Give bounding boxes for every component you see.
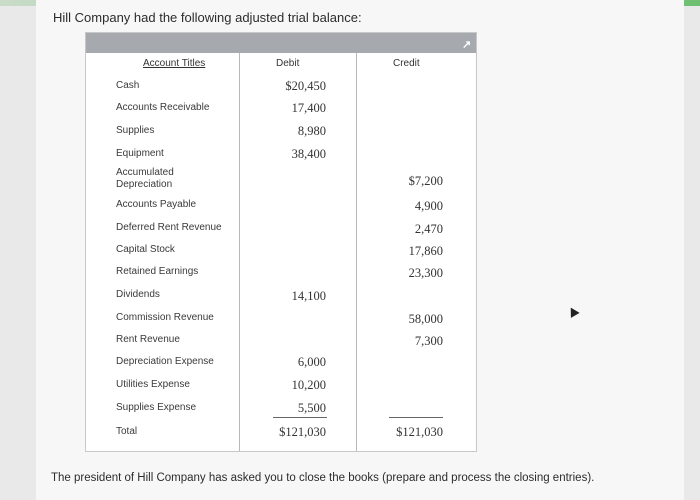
expand-icon[interactable]: ↗ [462, 39, 472, 51]
credit-commission-revenue: 58,000 [408, 312, 443, 326]
account-titles-header: Account Titles [143, 58, 206, 69]
row-label-deferred-rent-revenue: Deferred Rent Revenue [116, 222, 222, 233]
credit-capital-stock: 17,860 [408, 244, 443, 258]
row-label-depreciation-expense: Depreciation Expense [116, 356, 214, 367]
row-label-retained-earnings: Retained Earnings [116, 266, 199, 277]
row-label-total: Total [116, 426, 138, 437]
row-label-rent-revenue: Rent Revenue [116, 334, 180, 345]
debit-cash: $20,450 [285, 79, 326, 93]
row-label-commission-revenue: Commission Revenue [116, 312, 214, 323]
credit-retained-earnings: 23,300 [408, 266, 443, 280]
credit-total-rule [389, 417, 443, 418]
debit-equipment: 38,400 [291, 147, 326, 161]
row-label-dividends: Dividends [116, 289, 160, 300]
intro-text: Hill Company had the following adjusted trial balance: [53, 10, 362, 25]
debit-total-rule [273, 417, 327, 418]
debit-depreciation-expense: 6,000 [297, 355, 326, 369]
credit-accounts-payable: 4,900 [414, 199, 443, 213]
credit-deferred-rent-revenue: 2,470 [414, 222, 443, 236]
debit-dividends: 14,100 [291, 289, 326, 303]
debit-total: $121,030 [279, 425, 326, 439]
row-label-accounts-payable: Accounts Payable [116, 199, 197, 210]
footer-instruction: The president of Hill Company has asked you to close the books (prepare and process the closing entries). [51, 472, 595, 484]
row-label-accumulated-depreciation: Accumulated Depreciation [116, 167, 174, 190]
debit-utilities-expense: 10,200 [291, 378, 326, 392]
credit-accumulated-depreciation: $7,200 [408, 174, 443, 188]
debit-column-divider [239, 53, 240, 451]
row-label-supplies: Supplies [116, 125, 155, 136]
debit-header: Debit [276, 58, 300, 69]
row-label-accounts-receivable: Accounts Receivable [116, 102, 210, 113]
row-label-capital-stock: Capital Stock [116, 244, 175, 255]
debit-accounts-receivable: 17,400 [291, 101, 326, 115]
row-label-utilities-expense: Utilities Expense [116, 379, 190, 390]
debit-supplies: 8,980 [297, 124, 326, 138]
credit-column-divider [356, 53, 357, 451]
credit-header: Credit [393, 58, 420, 69]
credit-rent-revenue: 7,300 [414, 334, 443, 348]
row-label-equipment: Equipment [116, 148, 164, 159]
table-header-bar [86, 33, 476, 53]
debit-supplies-expense: 5,500 [297, 401, 326, 415]
row-label-cash: Cash [116, 80, 140, 91]
row-label-supplies-expense: Supplies Expense [116, 402, 197, 413]
credit-total: $121,030 [396, 425, 443, 439]
